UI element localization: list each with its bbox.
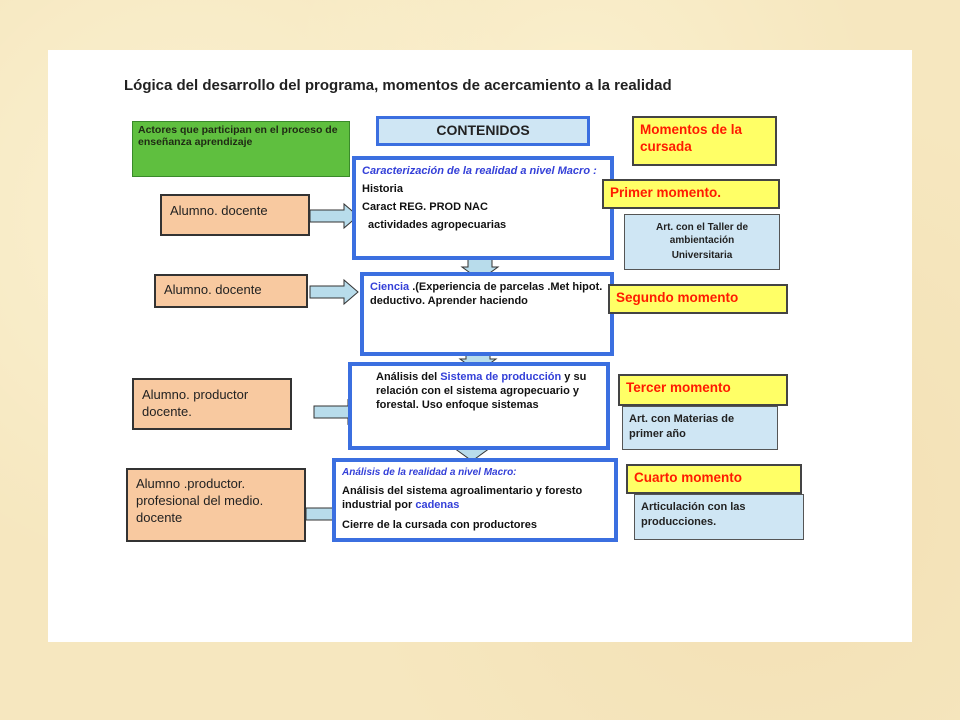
content-4-line1: Análisis del sistema agroalimentario y foresto industrial por bbox=[342, 485, 583, 511]
content-1-line3: actividades agropecuarias bbox=[368, 219, 507, 231]
content-2-highlight: Ciencia bbox=[370, 281, 410, 293]
note-1-line1: Art. con el Taller de ambientación bbox=[655, 222, 749, 246]
content-box-2 bbox=[360, 272, 614, 356]
actor-box-2: Alumno. docente bbox=[154, 274, 308, 308]
content-3-highlight: Sistema de producción bbox=[440, 371, 562, 383]
moment-box-4: Cuarto momento bbox=[626, 464, 802, 494]
diagram-title: Lógica del desarrollo del programa, momentos de acercamiento a la realidad bbox=[124, 77, 672, 94]
actor-box-1: Alumno. docente bbox=[160, 194, 310, 236]
content-box-1 bbox=[352, 156, 614, 260]
actor-box-4: Alumno .productor. profesional del medio. docente bbox=[126, 468, 306, 542]
actors-header: Actores que participan en el proceso de enseñanza aprendizaje bbox=[132, 121, 350, 177]
momentos-header: Momentos de la cursada bbox=[632, 116, 777, 166]
content-1-line2: Caract REG. PROD NAC bbox=[362, 201, 488, 213]
actor-box-3: Alumno. productor docente. bbox=[132, 378, 292, 430]
slide bbox=[48, 50, 912, 642]
moment-box-2: Segundo momento bbox=[608, 284, 788, 314]
moment-box-3: Tercer momento bbox=[618, 374, 788, 406]
content-1-line1: Historia bbox=[362, 183, 403, 195]
note-1-line2: Universitaria bbox=[671, 250, 733, 261]
content-4-highlight: cadenas bbox=[415, 499, 460, 511]
content-2-text: .(Experiencia de parcelas .Met hipot. deductivo. Aprender haciendo bbox=[370, 281, 603, 307]
content-1-heading: Caracterización de la realidad a nivel Macro : bbox=[362, 165, 597, 177]
content-4-line2: Cierre de la cursada con productores bbox=[342, 519, 538, 531]
note-box-1 bbox=[624, 214, 780, 270]
right-arrow-2 bbox=[310, 280, 360, 304]
note-box-3: Art. con Materias de primer año bbox=[622, 406, 778, 450]
content-box-3 bbox=[348, 362, 610, 450]
content-box-4 bbox=[332, 458, 618, 542]
moment-box-1: Primer momento. bbox=[602, 179, 780, 209]
content-3-pre: Análisis del bbox=[376, 371, 441, 383]
contenidos-header: CONTENIDOS bbox=[376, 116, 590, 146]
note-box-4: Articulación con las producciones. bbox=[634, 494, 804, 540]
content-3-text: y su relación con el sistema agropecuario y forestal. Uso enfoque sistemas bbox=[376, 371, 587, 411]
content-4-heading: Análisis de la realidad a nivel Macro: bbox=[342, 467, 517, 478]
